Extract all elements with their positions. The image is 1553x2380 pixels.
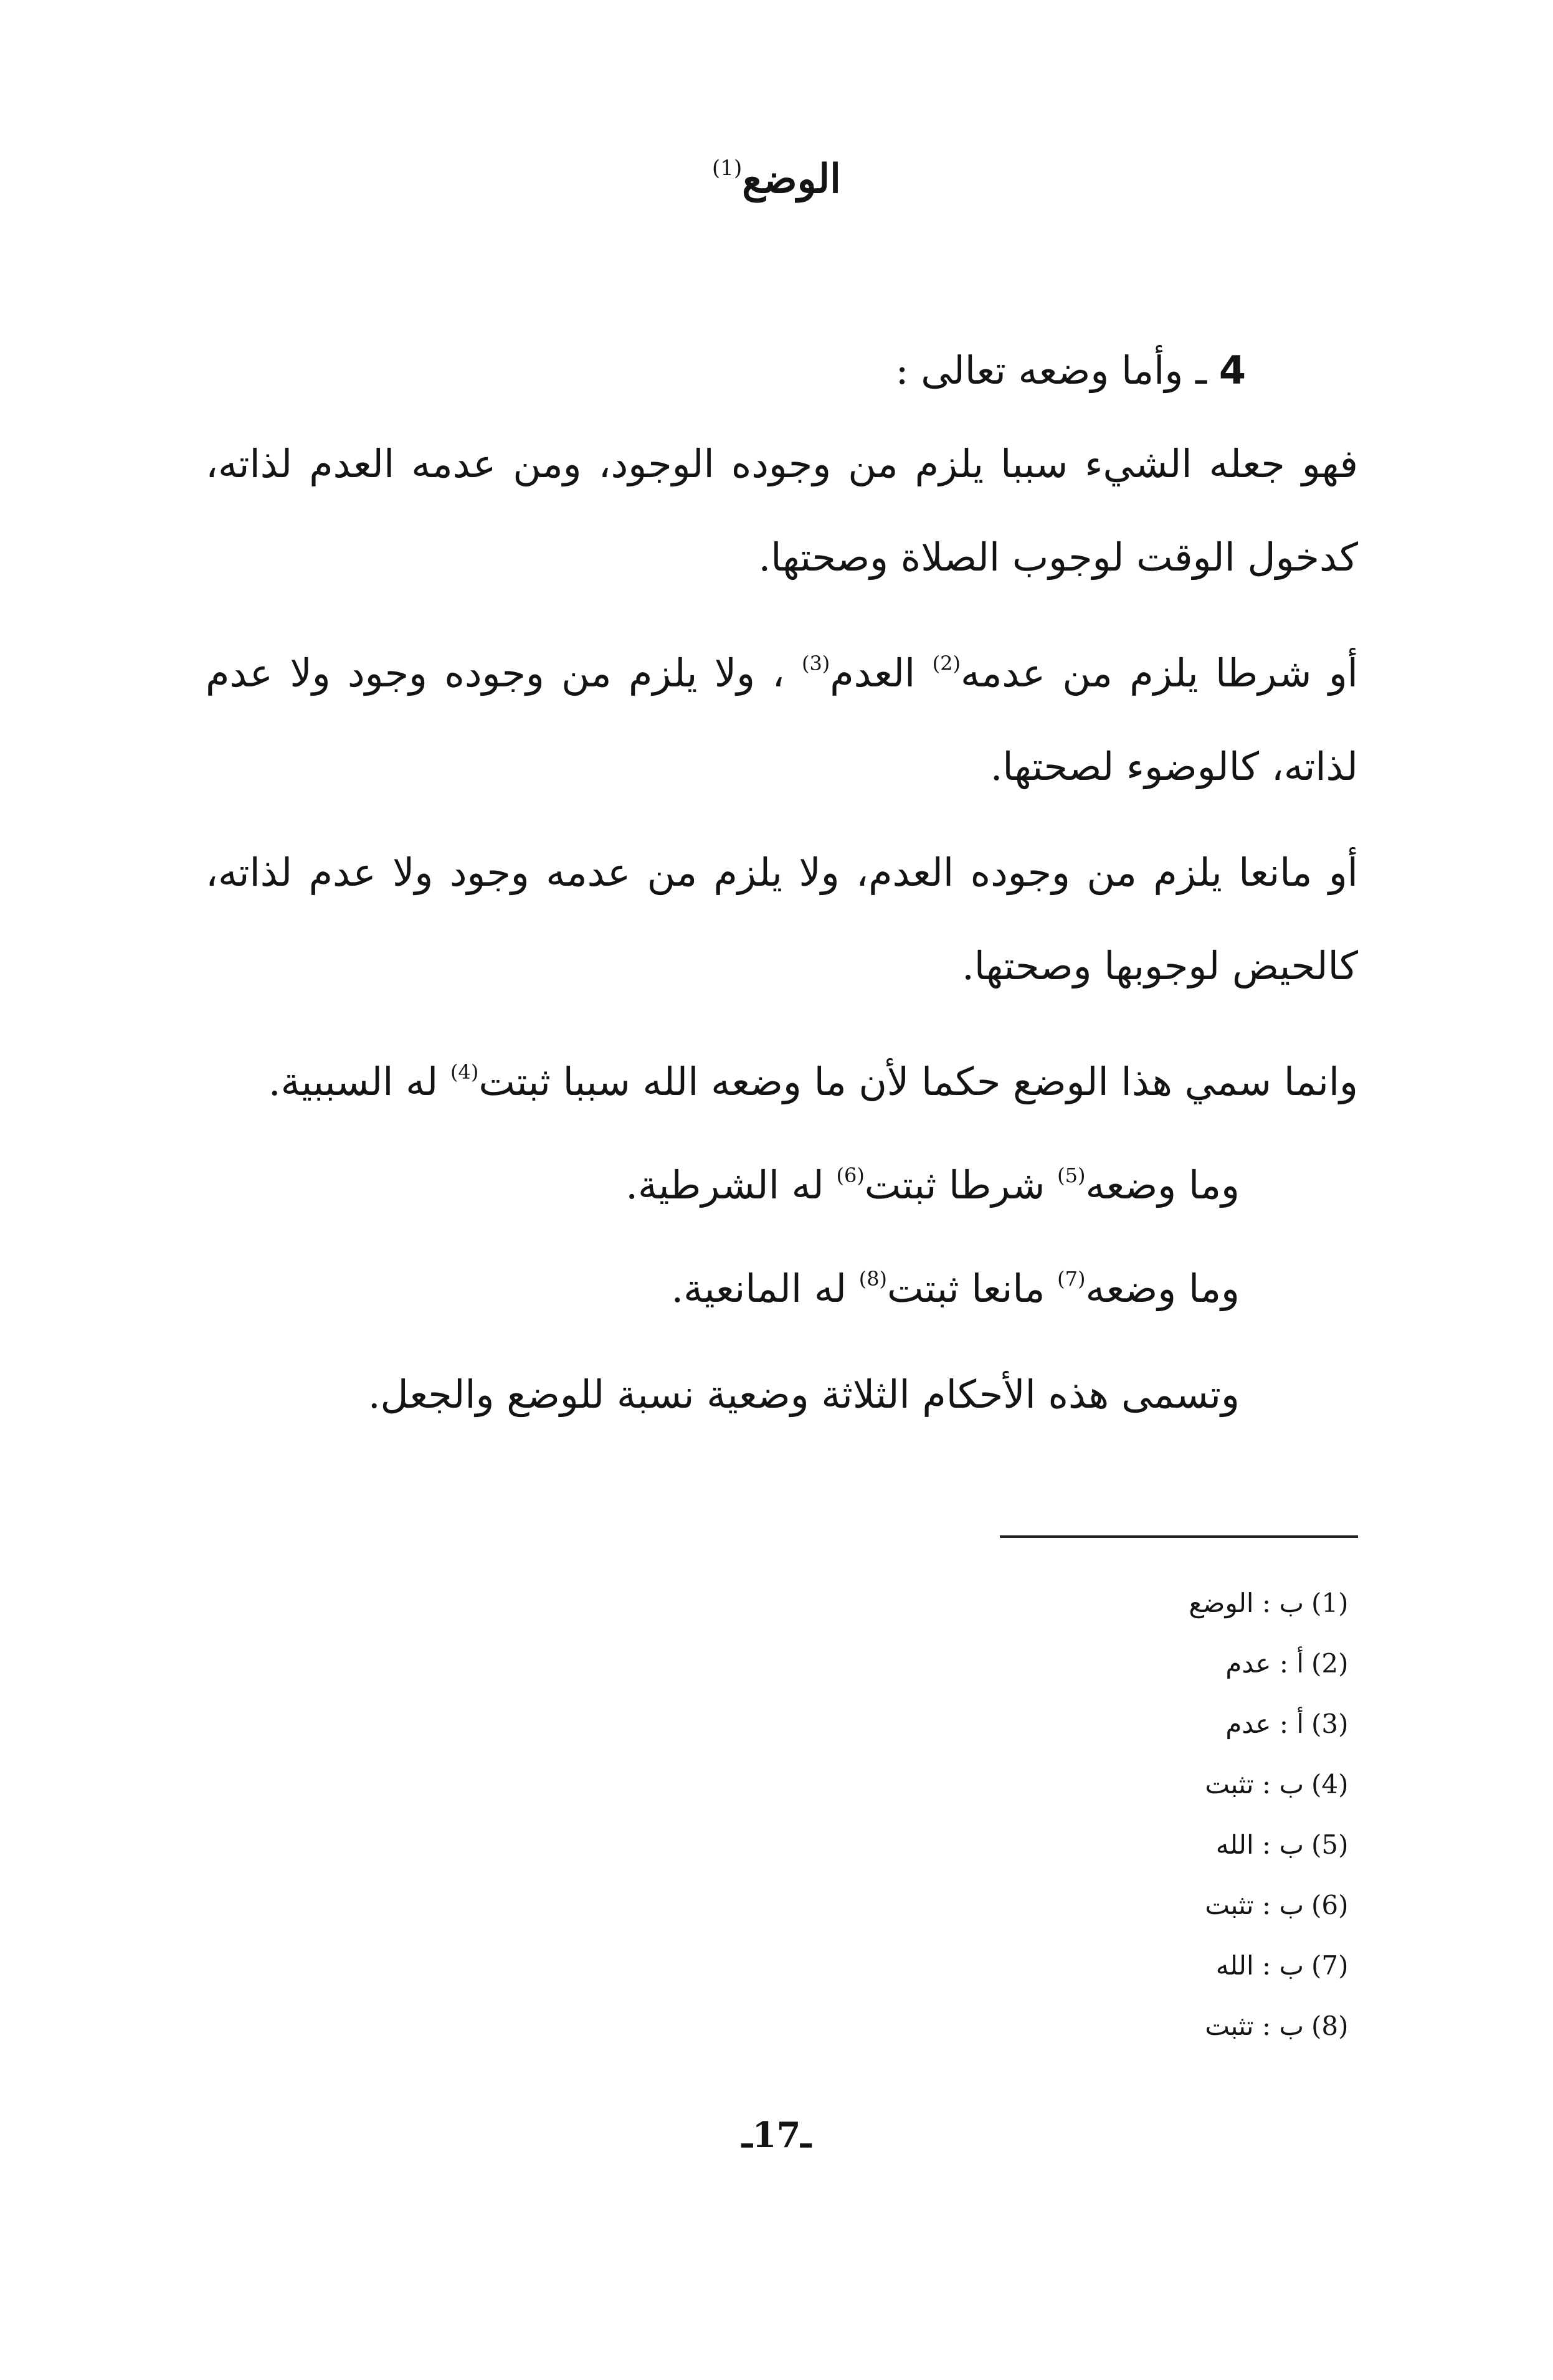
title-text: الوضع — [742, 156, 841, 202]
text-run: العدم — [830, 650, 933, 696]
footnote-label: (2) — [1311, 1648, 1349, 1679]
footnote-text: ب : تثبت — [1205, 1769, 1304, 1799]
footnote-marker: (1) — [712, 156, 743, 181]
footnote-text: أ : عدم — [1225, 1709, 1304, 1739]
footnote-text: ب : تثبت — [1205, 2011, 1304, 2041]
footnote-label: (4) — [1311, 1769, 1349, 1799]
footnote-label: (7) — [1311, 1950, 1349, 1981]
text-run: له الشرطية. — [625, 1162, 837, 1208]
footnote-text: أ : عدم — [1225, 1648, 1304, 1679]
footnote-marker: (5) — [1057, 1164, 1086, 1187]
footnote-item — [972, 1573, 1358, 1633]
section-intro-text: ـ وأما وضعه تعالى : — [895, 348, 1207, 393]
footnote-label: (5) — [1311, 1829, 1349, 1860]
paragraph-condition-status — [206, 1129, 1358, 1232]
section-number: 4 — [1218, 348, 1246, 393]
footnote-text: ب : الله — [1215, 1829, 1304, 1860]
main-text — [206, 324, 1358, 1441]
paragraph-cause: فهو جعله الشيء سببا يلزم من وجوده الوجود، ومن عدمه العدم لذاته، كدخول الوقت لوجوب الصلاة وصحتها. — [206, 441, 1358, 580]
paragraph-impediment-status — [206, 1232, 1358, 1335]
footnote-label: (8) — [1311, 2011, 1349, 2041]
footnote-item — [972, 1814, 1358, 1875]
text-run: له السببية. — [268, 1059, 450, 1104]
footnote-label: (1) — [1311, 1588, 1349, 1618]
text-run: مانعا ثبتت — [887, 1266, 1058, 1311]
footnote-label: (3) — [1311, 1709, 1349, 1739]
footnote-item — [972, 1633, 1358, 1694]
footnote-marker: (4) — [450, 1060, 479, 1084]
footnote-item — [972, 1935, 1358, 1996]
page-title — [0, 156, 1553, 202]
footnotes — [972, 1573, 1358, 2056]
paragraph-impediment: أو مانعا يلزم من وجوده العدم، ولا يلزم من عدمه وجود ولا عدم لذاته، كالحيض لوجوبها وصحتها. — [206, 850, 1358, 989]
footnote-divider — [1000, 1535, 1358, 1538]
footnote-item — [972, 1875, 1358, 1935]
paragraph-condition — [206, 617, 1358, 813]
paragraph-gap — [206, 1013, 1358, 1025]
footnote-marker: (3) — [801, 652, 830, 675]
footnote-marker: (2) — [932, 652, 961, 675]
footnote-label: (6) — [1311, 1890, 1349, 1920]
footnote-marker: (6) — [836, 1164, 865, 1187]
footnote-item — [972, 1754, 1358, 1814]
paragraph-gap — [206, 1335, 1358, 1348]
footnote-text: ب : تثبت — [1205, 1890, 1304, 1920]
footnote-item — [972, 1694, 1358, 1754]
text-run: له المانعية. — [671, 1266, 859, 1311]
section-intro — [206, 324, 1358, 417]
footnote-item — [972, 1996, 1358, 2056]
footnote-text: ب : الوضع — [1189, 1588, 1304, 1618]
text-run: وانما سمي هذا الوضع حكما لأن ما وضعه الله سببا ثبتت — [478, 1059, 1358, 1104]
footnote-text: ب : الله — [1215, 1950, 1304, 1981]
footnote-marker: (7) — [1057, 1267, 1086, 1291]
text-run: وما وضعه — [1085, 1266, 1240, 1311]
text-run: أو شرطا يلزم من عدمه — [960, 650, 1358, 696]
text-run: وما وضعه — [1085, 1162, 1240, 1208]
page-number: ـ17ـ — [742, 2115, 811, 2156]
paragraph-conclusion: وتسمى هذه الأحكام الثلاثة وضعية نسبة للوضع والجعل. — [368, 1372, 1240, 1417]
text-run: شرطا ثبتت — [864, 1162, 1058, 1208]
text-run: ، ولا يلزم من وجوده وجود ولا عدم لذاته، كالوضوء لصحتها. — [206, 650, 1358, 789]
paragraph-gap — [206, 604, 1358, 617]
footnote-marker: (8) — [858, 1267, 888, 1291]
paragraph-naming — [206, 1025, 1358, 1129]
paragraph-gap — [206, 813, 1358, 826]
